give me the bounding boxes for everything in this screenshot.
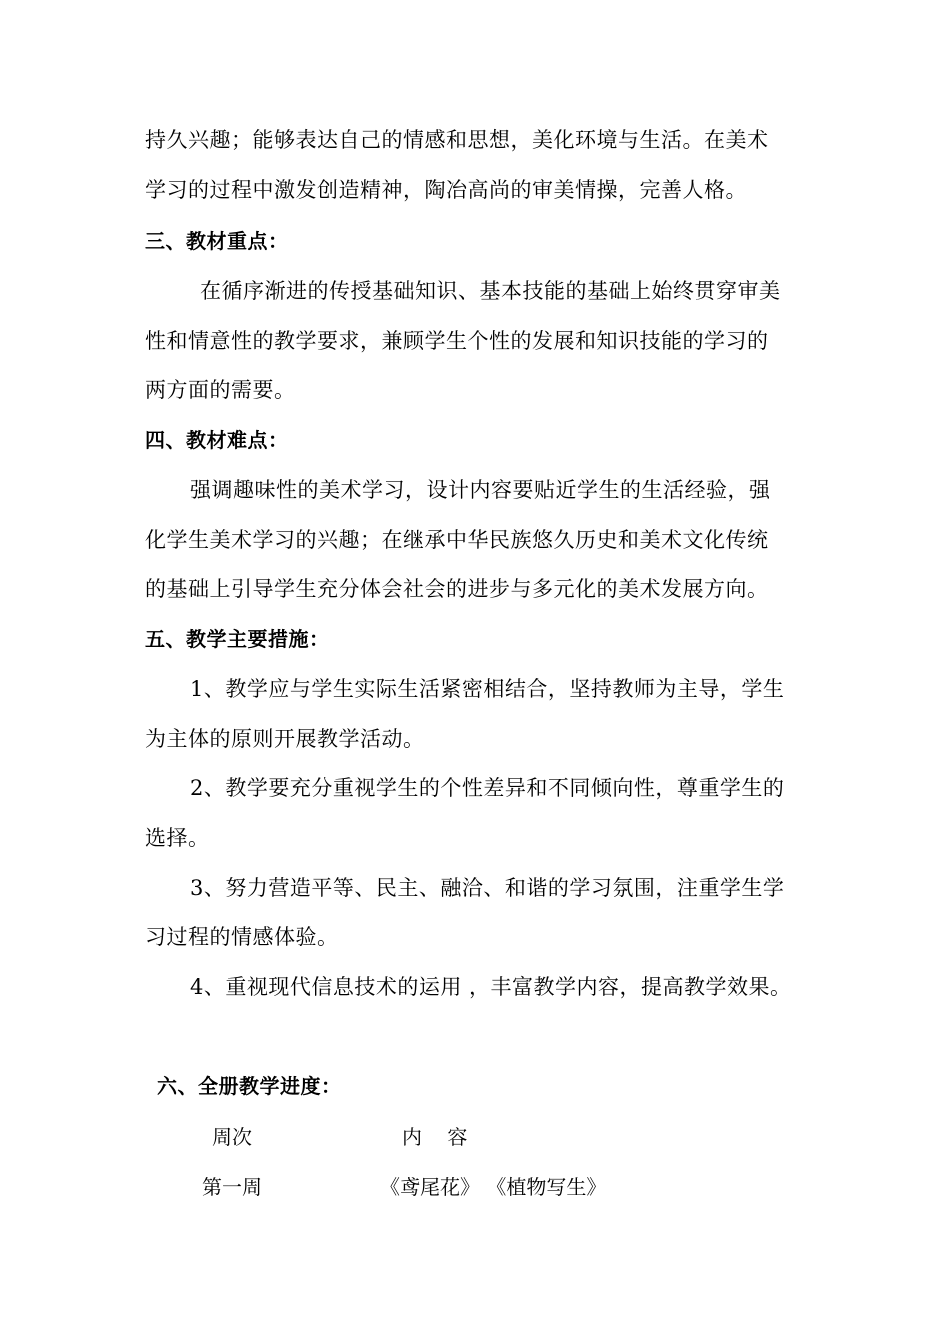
measure-3-line-2: 习过程的情感体验。	[145, 925, 339, 949]
intro-line-2: 学习的过程中激发创造精神，陶冶高尚的审美情操，完善人格。	[145, 178, 747, 202]
section-6-heading: 六、全册教学进度：	[157, 1074, 342, 1098]
section-4-line-1: 强调趣味性的美术学习，设计内容要贴近学生的生活经验，强	[190, 478, 771, 502]
schedule-header-content: 内 容	[402, 1125, 468, 1149]
schedule-header-week: 周次	[212, 1125, 252, 1149]
measure-4-line-1: 4、重视现代信息技术的运用 ，丰富教学内容，提高教学效果。	[190, 975, 792, 999]
schedule-row-week: 第一周	[202, 1175, 262, 1199]
section-3-line-2: 性和情意性的教学要求，兼顾学生个性的发展和知识技能的学习的	[145, 329, 769, 353]
section-4-heading: 四、教材难点：	[145, 428, 289, 452]
measure-2-line-2: 选择。	[145, 826, 210, 850]
measure-1-line-1: 1、教学应与学生实际生活紧密相结合，坚持教师为主导，学生	[190, 677, 785, 701]
measure-1-line-2: 为主体的原则开展教学活动。	[145, 727, 425, 751]
section-3-heading: 三、教材重点：	[145, 229, 289, 253]
section-3-line-1: 在循序渐进的传授基础知识、基本技能的基础上始终贯穿审美	[200, 279, 781, 303]
section-4-line-3: 的基础上引导学生充分体会社会的进步与多元化的美术发展方向。	[145, 577, 769, 601]
schedule-row-content: 《鸢尾花》 《植物写生》	[380, 1175, 607, 1199]
section-5-heading: 五、教学主要措施：	[145, 627, 330, 651]
section-3-line-3: 两方面的需要。	[145, 378, 296, 402]
intro-line-1: 持久兴趣；能够表达自己的情感和思想，美化环境与生活。在美术	[145, 128, 769, 152]
section-4-line-2: 化学生美术学习的兴趣；在继承中华民族悠久历史和美术文化传统	[145, 528, 769, 552]
measure-3-line-1: 3、努力营造平等、民主、融洽、和谐的学习氛围，注重学生学	[190, 876, 785, 900]
measure-2-line-1: 2、教学要充分重视学生的个性差异和不同倾向性，尊重学生的	[190, 776, 785, 800]
